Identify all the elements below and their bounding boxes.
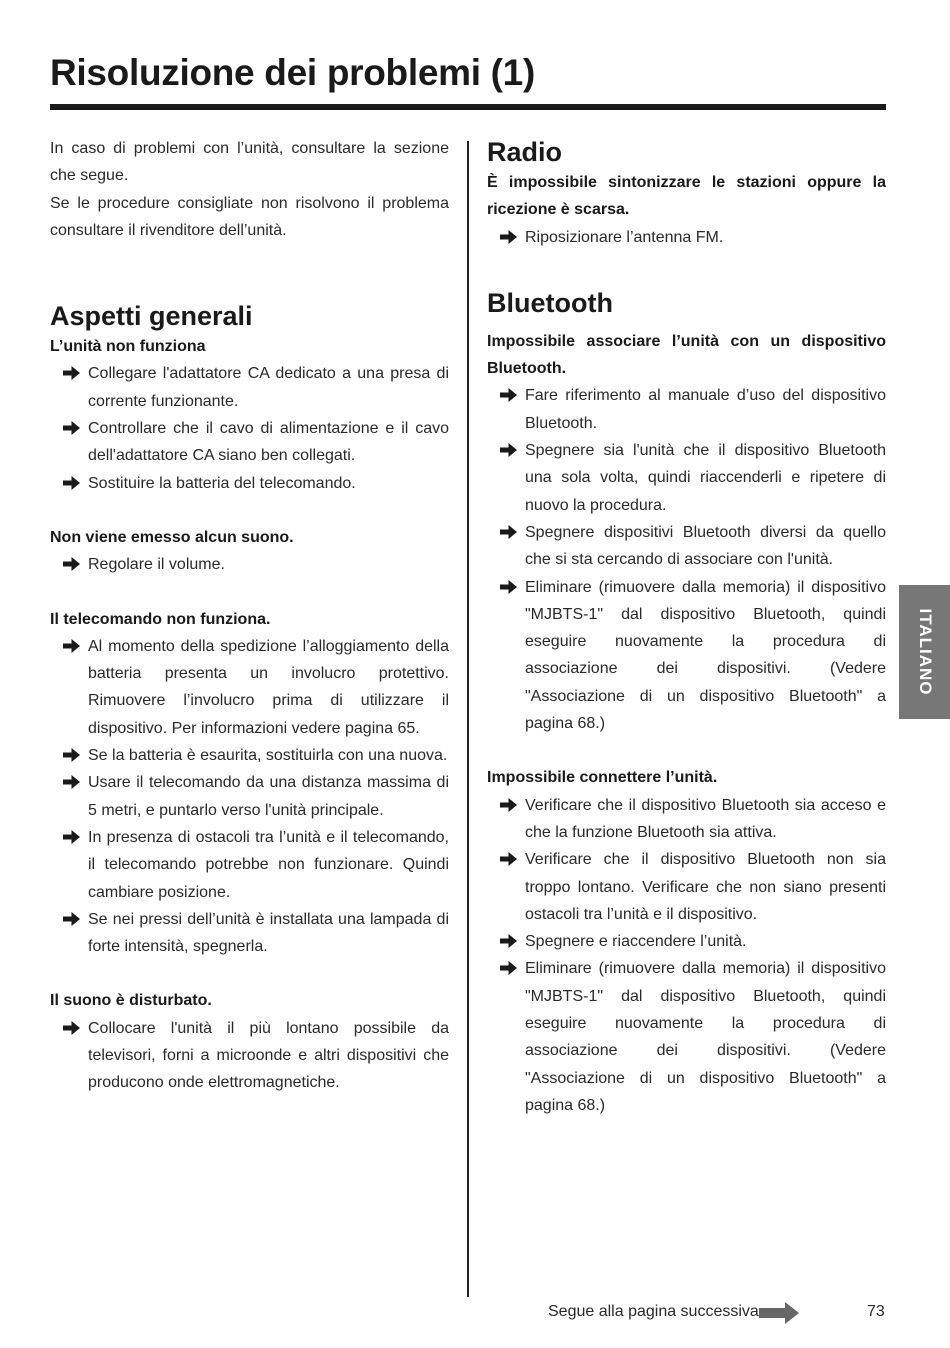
solution-item (487, 846, 886, 928)
solution-item (487, 928, 886, 955)
solution-text: Regolare il volume. (88, 556, 225, 574)
solution-text: Spegnere sia l'unità che il dispositivo Bluetooth una sola volta, quindi riaccenderli e ripetere di nuovo la procedura. (525, 442, 886, 514)
solution-item (487, 224, 886, 251)
solution-item (50, 360, 449, 415)
solution-list (487, 224, 886, 251)
intro (50, 135, 449, 244)
solution-text: Collegare l'adattatore CA dedicato a una presa di corrente funzionante. (88, 365, 449, 410)
solution-item (487, 437, 886, 519)
solution-item (50, 906, 449, 961)
page-title: Risoluzione dei problemi (1) (50, 52, 535, 93)
arrow-right-icon (63, 830, 80, 844)
solution-list (487, 792, 886, 1120)
solution-text: Spegnere dispositivi Bluetooth diversi da quello che si sta cercando di associare con l'unità. (525, 523, 886, 569)
language-tab (899, 585, 950, 719)
solution-text: Al momento della spedizione l’alloggiamento della batteria presenta un involucro protettivo. Rimuovere l’involucro prima di utilizzare il dispositivo. Per informazioni vedere pagina 65. (88, 637, 449, 737)
column-divider (467, 141, 469, 1297)
arrow-right-icon (63, 476, 80, 490)
arrow-right-icon (63, 912, 80, 926)
arrow-right-icon (500, 852, 517, 866)
arrow-right-icon (500, 934, 517, 948)
solution-item (487, 955, 886, 1119)
problem-heading: L’unità non funziona (50, 338, 206, 356)
arrow-right-icon (500, 580, 517, 594)
arrow-right-icon (63, 639, 80, 653)
solution-text: Usare il telecomando da una distanza massima di 5 metri, e puntarlo verso l'unità principale. (88, 774, 449, 819)
intro-paragraph: Se le procedure consigliate non risolvono il problema consultare il rivenditore dell’unità. (50, 194, 449, 239)
solution-list (50, 360, 449, 496)
solution-text: Controllare che il cavo di alimentazione e il cavo dell'adattatore CA siano ben collegati. (88, 420, 449, 465)
solution-text: Verificare che il dispositivo Bluetooth non sia troppo lontano. Verificare che non siano presenti ostacoli tra l’unità e il dispositivo. (525, 851, 886, 923)
arrow-right-icon (63, 775, 80, 789)
problem-heading: Impossibile associare l’unità con un dispositivo Bluetooth. (487, 332, 886, 378)
section-title-radio: Radio (487, 137, 563, 167)
footer-continue-text: Segue alla pagina successiva (548, 1303, 759, 1320)
solution-text: In presenza di ostacoli tra l’unità e il telecomando, il telecomando potrebbe non funzionare. Quindi cambiare posizione. (88, 828, 449, 901)
problem-heading: È impossibile sintonizzare le stazioni oppure la ricezione è scarsa. (487, 174, 886, 219)
arrow-right-icon (500, 230, 517, 244)
solution-text: Verificare che il dispositivo Bluetooth sia acceso e che la funzione Bluetooth sia attiva. (525, 796, 886, 841)
solution-list (50, 551, 449, 578)
solution-text: Eliminare (rimuovere dalla memoria) il dispositivo "MJBTS-1" dal dispositivo Bluetooth, quindi eseguire nuovamente la procedura di associazione dei dispositivi. (Vedere "Associazione di un dispositivo Bluetooth" a pagina 68.) (525, 578, 886, 733)
arrow-right-icon (500, 443, 517, 457)
solution-item (50, 824, 449, 906)
solution-text: Spegnere e riaccendere l’unità. (525, 933, 747, 951)
solution-item (50, 1015, 449, 1097)
solution-text: Se nei pressi dell’unità è installata una lampada di forte intensità, spegnerla. (88, 910, 449, 956)
language-tab-label: ITALIANO (915, 608, 935, 696)
solution-item (50, 633, 449, 742)
solution-item (487, 792, 886, 847)
arrow-right-icon (63, 557, 80, 571)
solution-item (50, 470, 449, 497)
solution-text: Eliminare (rimuovere dalla memoria) il dispositivo "MJBTS-1" dal dispositivo Bluetooth, quindi eseguire nuovamente la procedura di associazione dei dispositivi. (Vedere "Associazione di un dispositivo Bluetooth" a pagina 68.) (525, 960, 886, 1114)
arrow-right-icon (500, 961, 517, 975)
solution-item (50, 551, 449, 578)
arrow-right-icon (500, 525, 517, 539)
arrow-right-icon (500, 388, 517, 402)
arrow-right-icon (63, 748, 80, 762)
solution-item (487, 574, 886, 738)
problem-heading: Impossibile connettere l’unità. (487, 769, 718, 787)
intro-paragraph: In caso di problemi con l’unità, consultare la sezione che segue. (50, 140, 449, 185)
arrow-right-icon (759, 1302, 799, 1324)
page-number: 73 (867, 1303, 885, 1320)
arrow-right-icon (63, 1021, 80, 1035)
section-title-general: Aspetti generali (50, 301, 253, 332)
solution-text: Fare riferimento al manuale d’uso del dispositivo Bluetooth. (525, 387, 886, 432)
solution-list (50, 1015, 449, 1097)
solution-item (50, 769, 449, 824)
section-title-bluetooth: Bluetooth (487, 287, 613, 318)
solution-item (50, 742, 449, 769)
solution-text: Riposizionare l’antenna FM. (525, 228, 724, 246)
problem-heading: Il suono è disturbato. (50, 992, 212, 1010)
solution-item (487, 519, 886, 574)
arrow-right-icon (63, 421, 80, 435)
solution-item (50, 415, 449, 470)
title-rule (50, 104, 886, 110)
solution-list (50, 633, 449, 961)
solution-item (487, 382, 886, 437)
left-column (50, 135, 449, 1097)
solution-text: Sostituire la batteria del telecomando. (88, 474, 356, 492)
arrow-right-icon (500, 798, 517, 812)
arrow-right-icon (63, 366, 80, 380)
right-column (487, 135, 886, 1119)
solution-list (487, 382, 886, 737)
solution-text: Collocare l'unità il più lontano possibile da televisori, forni a microonde e altri dispositivi che producono onde elettromagnetiche. (88, 1019, 449, 1092)
problem-heading: Non viene emesso alcun suono. (50, 528, 294, 546)
problem-heading: Il telecomando non funziona. (50, 610, 271, 628)
solution-text: Se la batteria è esaurita, sostituirla con una nuova. (88, 747, 448, 765)
